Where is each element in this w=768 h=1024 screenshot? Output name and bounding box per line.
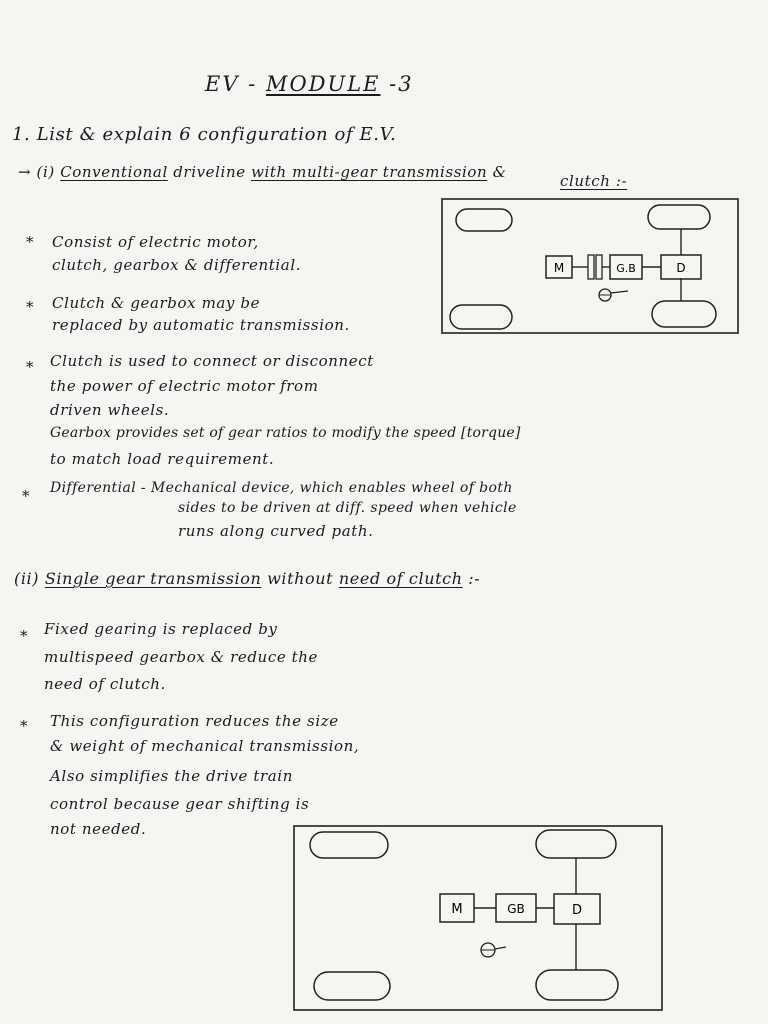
point-6-line-2: & weight of mechanical transmission, [50, 737, 360, 755]
title-suffix: -3 [380, 72, 414, 96]
wheel-front-left [456, 209, 512, 231]
point-1-line-1: Consist of electric motor, [52, 233, 259, 251]
point-1-line-2: clutch, gearbox & differential. [52, 256, 302, 274]
question-heading: 1. List & explain 6 configuration of E.V. [12, 124, 397, 145]
point-3-line-2: the power of electric motor from [50, 377, 319, 395]
point-4-line-1: Differential - Mechanical device, which enables wheel of both [50, 480, 513, 496]
bullet-3: * [26, 358, 35, 376]
config1-heading [18, 163, 507, 181]
point-3-line-3: driven wheels. [50, 401, 170, 419]
bullet-2: * [26, 298, 35, 316]
config2-diagram [290, 822, 670, 1016]
point-6-line-4: control because gear shifting is [50, 795, 310, 813]
point-5-line-3: need of clutch. [44, 675, 166, 693]
wheel-front-right [648, 205, 710, 229]
differential-label: D [571, 903, 583, 918]
chassis-outline [442, 199, 738, 333]
point-2-line-2: replaced by automatic transmission. [52, 316, 350, 334]
point-2-line-1: Clutch & gearbox may be [52, 294, 261, 312]
point-4-line-2: sides to be driven at diff. speed when vehicle [178, 500, 517, 516]
clutch-plate-1 [588, 255, 594, 279]
config1-heading-amp: & [487, 163, 507, 181]
gearbox-label: G.B [616, 262, 636, 275]
clutch-plate-2 [596, 255, 602, 279]
wheel-rear-right [652, 301, 716, 327]
point-6-line-5: not needed. [50, 820, 147, 838]
config2-heading-text: without [261, 569, 339, 588]
wheel-rear-left [450, 305, 512, 329]
point-5-line-1: Fixed gearing is replaced by [44, 620, 278, 638]
config1-number: (i) [36, 163, 61, 181]
bullet-1: * [26, 233, 35, 251]
arrow-icon: → [18, 163, 32, 181]
point-3-line-5: to match load requirement. [50, 450, 275, 468]
bullet-6: * [20, 717, 29, 735]
motor-label: M [451, 902, 463, 917]
config2-number: (ii) [14, 569, 45, 588]
config1-heading-clutch: clutch :- [560, 172, 628, 190]
point-6-line-3: Also simplifies the drive train [50, 767, 293, 785]
config2-heading-colon: :- [462, 569, 481, 588]
chassis-outline [294, 826, 662, 1010]
differential-label: D [676, 261, 686, 275]
config1-heading-underlined-2: with multi-gear transmission [251, 163, 488, 181]
point-4-line-3: runs along curved path. [178, 522, 374, 540]
point-3-line-1: Clutch is used to connect or disconnect [50, 352, 374, 370]
config1-heading-underlined: Conventional [60, 163, 168, 181]
wheel-front-left [310, 832, 388, 858]
title-module: MODULE [265, 72, 381, 96]
title-prefix: EV - [205, 72, 266, 96]
wheel-rear-left [314, 972, 390, 1000]
point-6-line-1: This configuration reduces the size [50, 712, 339, 730]
config1-diagram [438, 195, 743, 337]
bullet-4: * [22, 487, 31, 505]
gearbox-label: GB [507, 902, 525, 916]
motor-label: M [553, 261, 565, 275]
config2-heading-underlined-2: need of clutch [338, 569, 463, 588]
wheel-rear-right [536, 970, 618, 1000]
point-3-line-4: Gearbox provides set of gear ratios to modify the speed [torque] [50, 425, 521, 441]
config1-heading-text: driveline [167, 163, 252, 181]
wheel-front-right [536, 830, 616, 858]
config2-heading-underlined: Single gear transmission [44, 569, 262, 588]
page-title [205, 72, 414, 96]
bullet-5: * [20, 627, 29, 645]
config2-heading [14, 569, 480, 588]
point-5-line-2: multispeed gearbox & reduce the [44, 648, 319, 666]
